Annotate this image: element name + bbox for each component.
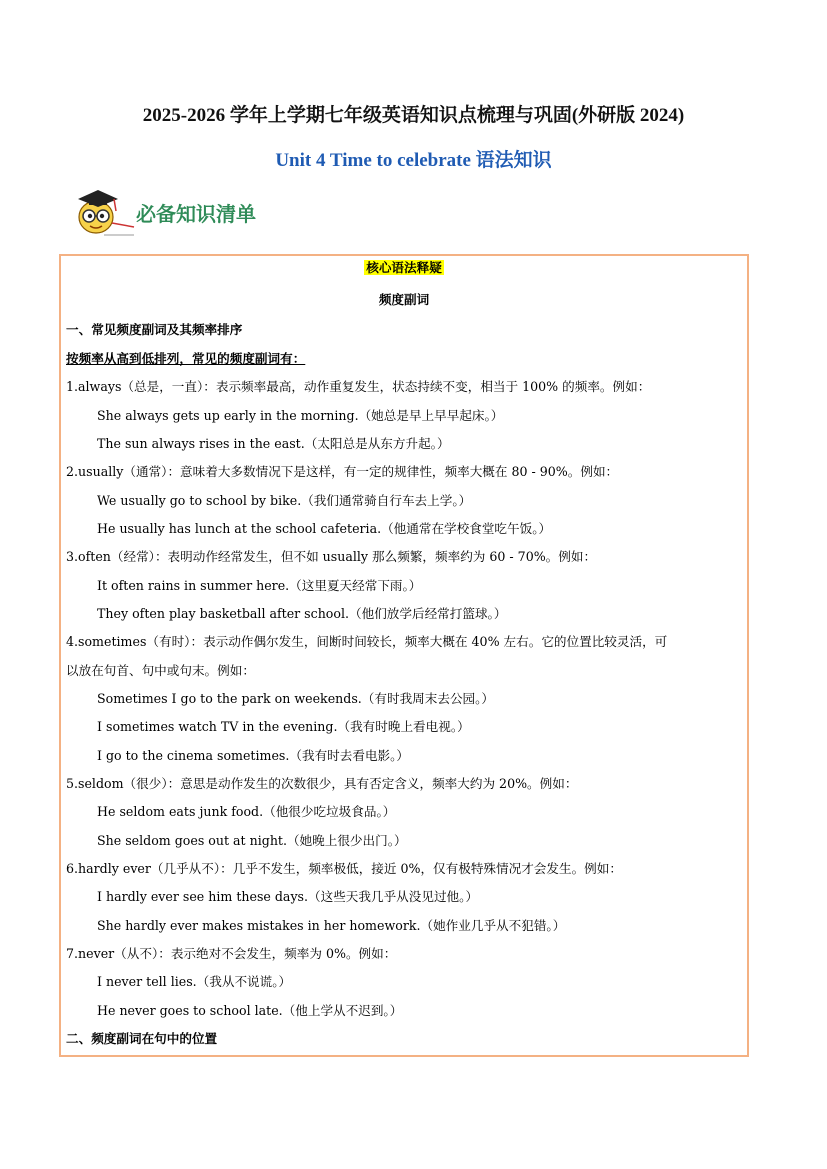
example-sentence: She always gets up early in the morning.（她总是早上早早起床。） (97, 408, 504, 423)
example-sentence: I sometimes watch TV in the evening.（我有时晚上看电视。） (97, 719, 470, 734)
box-subheading: 频度副词 (378, 292, 430, 307)
adverb-definition: 5.seldom（很少）：意思是动作发生的次数很少，具有否定含义，频率大约为 20%。例如： (66, 776, 578, 791)
adverb-definition: 7.never（从不）：表示绝对不会发生，频率为 0%。例如： (66, 946, 397, 961)
example-sentence: They often play basketball after school.（他们放学后经常打篮球。） (97, 606, 507, 621)
example-sentence: He seldom eats junk food.（他很少吃垃圾食品。） (97, 804, 396, 819)
example-sentence: It often rains in summer here.（这里夏天经常下雨。） (97, 578, 422, 593)
graduate-mascot-icon (74, 183, 136, 239)
example-sentence: Sometimes I go to the park on weekends.（有时我周末去公园。） (97, 691, 495, 706)
banner-label: 必备知识清单 (136, 202, 256, 226)
example-sentence: He never goes to school late.（他上学从不迟到。） (97, 1003, 403, 1018)
grammar-box (59, 254, 749, 1057)
example-sentence: I go to the cinema sometimes.（我有时去看电影。） (97, 748, 410, 763)
adverb-definition: 4.sometimes（有时）：表示动作偶尔发生，间断时间较长，频率大概在 40% 左右。它的位置比较灵活，可 (66, 634, 668, 649)
order-intro: 按频率从高到低排列，常见的频度副词有： (66, 351, 306, 366)
highlighted-heading: 核心语法释疑 (366, 260, 442, 275)
example-sentence: She hardly ever makes mistakes in her homework.（她作业几乎从不犯错。） (97, 918, 566, 933)
adverb-definition: 3.often（经常）：表明动作经常发生，但不如 usually 那么频繁，频率约为 60 - 70%。例如： (66, 549, 597, 564)
adverb-definition-cont: 以放在句首、句中或句末。例如： (66, 663, 255, 678)
example-sentence: I never tell lies.（我从不说谎。） (97, 974, 292, 989)
adverb-definition: 1.always（总是，一直）：表示频率最高，动作重复发生，状态持续不变，相当于 100% 的频率。例如： (66, 379, 651, 394)
section-title: 二、频度副词在句中的位置 (66, 1031, 218, 1046)
example-sentence: The sun always rises in the east.（太阳总是从东方升起。） (97, 436, 450, 451)
adverb-definition: 2.usually（通常）：意味着大多数情况下是这样，有一定的规律性，频率大概在 80 - 90%。例如： (66, 464, 619, 479)
example-sentence: We usually go to school by bike.（我们通常骑自行车去上学。） (97, 493, 472, 508)
box-heading (60, 258, 748, 278)
document-subtitle: Unit 4 Time to celebrate 语法知识 (275, 150, 552, 171)
example-sentence: She seldom goes out at night.（她晚上很少出门。） (97, 833, 407, 848)
example-sentence: He usually has lunch at the school cafeteria.（他通常在学校食堂吃午饭。） (97, 521, 552, 536)
document-title: 2025-2026 学年上学期七年级英语知识点梳理与巩固(外研版 2024) (142, 105, 685, 126)
example-sentence: I hardly ever see him these days.（这些天我几乎从没见过他。） (97, 889, 479, 904)
section-title: 一、常见频度副词及其频率排序 (66, 322, 243, 337)
adverb-definition: 6.hardly ever（几乎从不）：几乎不发生，频率极低，接近 0%，仅有极特殊情况才会发生。例如： (66, 861, 622, 876)
